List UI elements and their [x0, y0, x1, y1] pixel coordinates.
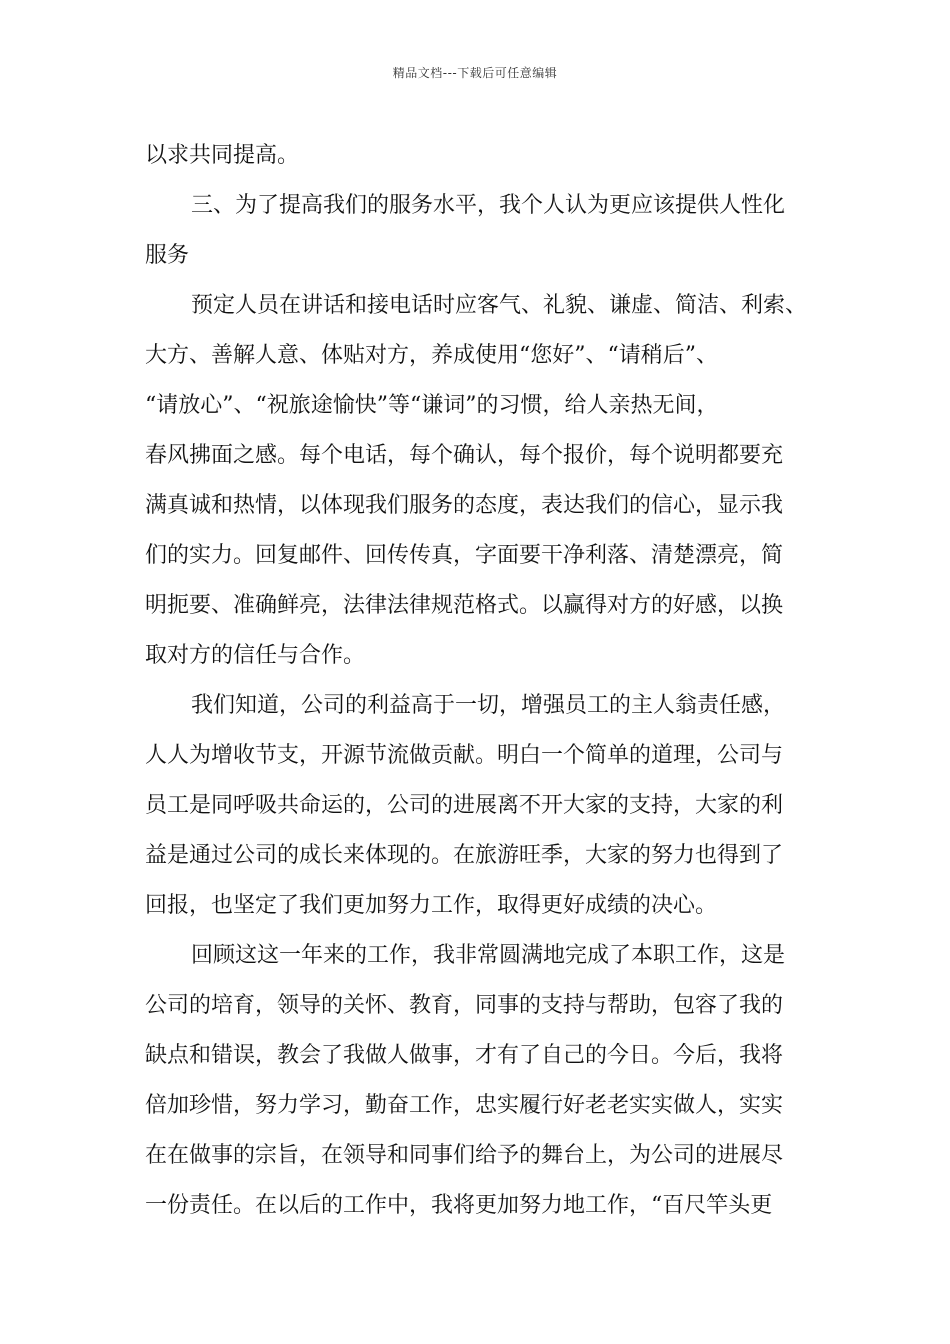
text-line: 大方、善解人意、体贴对方，养成使用“您好”、“请稍后”、 [145, 343, 718, 368]
document-body [145, 131, 835, 1231]
text-line: 我们知道，公司的利益高于一切，增强员工的主人翁责任感， [191, 693, 786, 718]
text-line: 益是通过公司的成长来体现的。在旅游旺季，大家的努力也得到了 [145, 843, 784, 868]
text-line: 三、为了提高我们的服务水平，我个人认为更应该提供人性化 [191, 193, 786, 218]
text-line: 一份责任。在以后的工作中，我将更加努力地工作，“百尺竿头更 [145, 1193, 773, 1218]
text-line: 以求共同提高。 [145, 143, 300, 168]
page-header: 精品文档---下载后可任意编辑 [392, 66, 558, 80]
text-line: 人人为增收节支，开源节流做贡献。明白一个简单的道理，公司与 [145, 743, 784, 768]
text-line: 倍加珍惜，努力学习，勤奋工作，忠实履行好老老实实做人，实实 [145, 1093, 784, 1118]
text-line: 们的实力。回复邮件、回传传真，字面要干净利落、清楚漂亮，简 [145, 543, 784, 568]
text-line: 缺点和错误，教会了我做人做事，才有了自己的今日。今后，我将 [145, 1043, 784, 1068]
text-line: 取对方的信任与合作。 [145, 643, 366, 668]
text-line: 员工是同呼吸共命运的，公司的进展离不开大家的支持，大家的利 [145, 793, 784, 818]
text-line: 满真诚和热情，以体现我们服务的态度，表达我们的信心，显示我 [145, 493, 784, 518]
text-line: 春风拂面之感。每个电话，每个确认，每个报价，每个说明都要充 [145, 443, 784, 468]
text-line: 预定人员在讲话和接电话时应客气、礼貌、谦虚、简洁、利索、 [191, 293, 808, 318]
text-line: 明扼要、准确鲜亮，法律法律规范格式。以赢得对方的好感，以换 [145, 593, 784, 618]
text-line: 服务 [145, 243, 190, 268]
text-line: 回报，也坚定了我们更加努力工作，取得更好成绩的决心。 [145, 893, 718, 918]
text-line: 在在做事的宗旨，在领导和同事们给予的舞台上，为公司的进展尽 [145, 1143, 784, 1168]
text-line: “请放心”、“祝旅途愉快”等“谦词”的习惯，给人亲热无间， [145, 393, 719, 418]
text-line: 公司的培育，领导的关怀、教育，同事的支持与帮助，包容了我的 [145, 993, 784, 1018]
text-line: 回顾这这一年来的工作，我非常圆满地完成了本职工作，这是 [191, 943, 786, 968]
